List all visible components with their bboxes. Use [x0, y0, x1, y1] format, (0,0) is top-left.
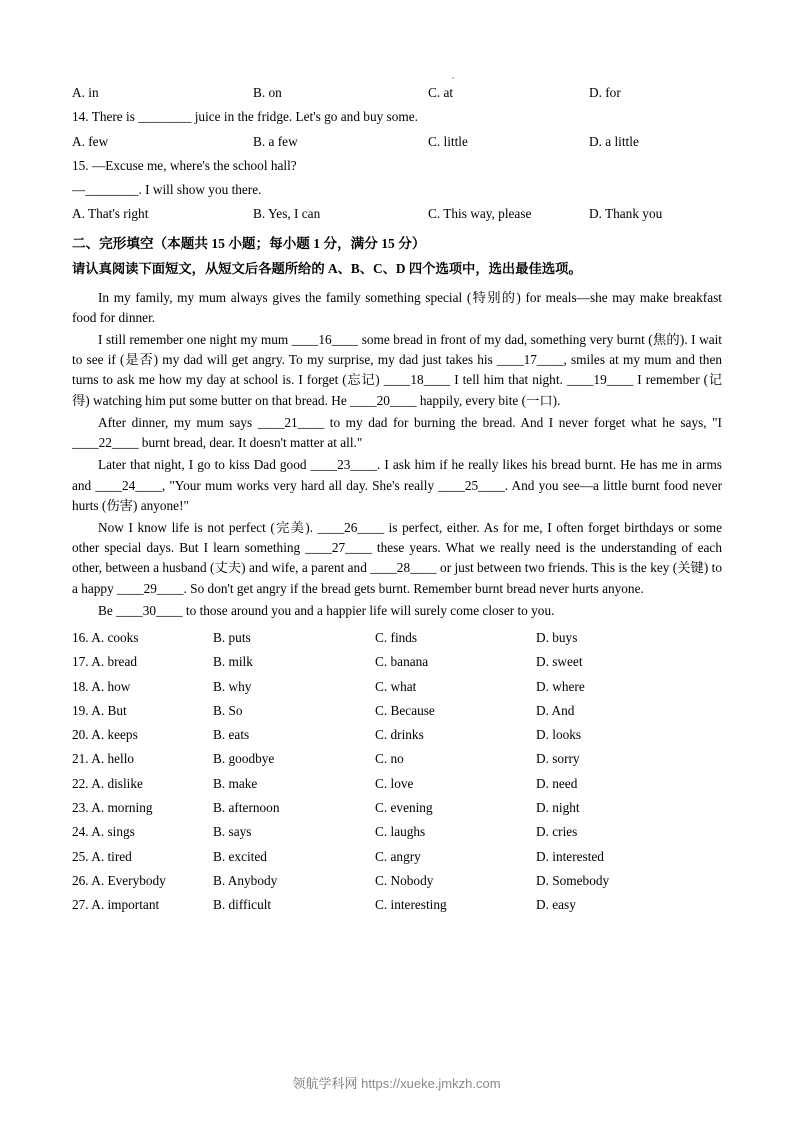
cloze-option-row: [72, 777, 722, 790]
choice-d: D. Thank you: [589, 206, 663, 222]
choice-b: B. goodbye: [213, 751, 275, 767]
choice-d: D. where: [536, 678, 585, 694]
passage-paragraph: I still remember one night my mum ____16____ some bread in front of my dad, something very burnt (焦的). I wait to see if (是否) my dad will get angry. To my surprise, my dad just takes his ____17____, smiles at my mum and then turns to ask me how my day at school is. I forget (忘记) ____18____ I tell him that night. ____19____ I remember (记得) watching him put some butter on that bread. He ____20____ happily, every bite (一口).: [72, 332, 722, 408]
choice-d: D. And: [536, 702, 575, 718]
choice-a: 20. A. keeps: [72, 727, 138, 743]
choice-c: C. Nobody: [375, 872, 434, 888]
question-13-choices: [72, 86, 722, 99]
cloze-option-row: [72, 704, 722, 717]
choice-b: B. why: [213, 678, 252, 694]
choice-a: 17. A. bread: [72, 654, 137, 670]
footer-brand: 领航学科网: [292, 1076, 358, 1091]
choice-c: C. banana: [375, 654, 429, 670]
choice-b: B. on: [253, 85, 282, 100]
choice-a: A. in: [72, 85, 99, 100]
choice-d: D. sweet: [536, 654, 583, 670]
page-footer: [0, 1073, 793, 1092]
choice-a: 26. A. Everybody: [72, 872, 166, 888]
cloze-option-row: [72, 874, 722, 887]
page-artifact-dot: [452, 77, 454, 79]
page-content: [72, 86, 722, 922]
choice-b: B. difficult: [213, 897, 272, 913]
choice-b: B. So: [213, 702, 243, 718]
question-14-choices: [72, 135, 722, 148]
choice-c: C. This way, please: [428, 206, 532, 222]
choice-c: C. little: [428, 133, 468, 149]
cloze-option-row: [72, 680, 722, 693]
choice-a: 16. A. cooks: [72, 629, 139, 645]
cloze-option-row: [72, 631, 722, 644]
choice-b: B. Yes, I can: [253, 206, 321, 222]
choice-c: C. drinks: [375, 727, 424, 743]
choice-a: 18. A. how: [72, 678, 131, 694]
choice-b: B. a few: [253, 133, 298, 149]
cloze-option-row: [72, 801, 722, 814]
cloze-option-row: [72, 752, 722, 765]
choice-a: 22. A. dislike: [72, 775, 143, 791]
choice-c: C. laughs: [375, 824, 426, 840]
choice-c: C. evening: [375, 800, 433, 815]
choice-a: 21. A. hello: [72, 751, 135, 767]
cloze-option-row: [72, 825, 722, 838]
choice-b: B. says: [213, 824, 252, 840]
choice-c: C. no: [375, 751, 404, 767]
choice-d: D. cries: [536, 824, 578, 840]
choice-b: B. Anybody: [213, 872, 278, 888]
passage-paragraph: In my family, my mum always gives the family something special (特别的) for meals—she may make breakfast food for dinner.: [72, 289, 722, 325]
question-15-choices: [72, 207, 722, 220]
choice-c: C. what: [375, 678, 417, 694]
choice-d: D. interested: [536, 848, 604, 864]
question-15-stem: 15. —Excuse me, where's the school hall?: [72, 157, 297, 173]
choice-d: D. a little: [589, 133, 639, 149]
choice-b: B. excited: [213, 848, 267, 864]
choice-a: A. few: [72, 133, 109, 149]
choice-d: D. easy: [536, 897, 576, 913]
footer-url: https://xueke.jmkzh.com: [361, 1076, 501, 1091]
passage-paragraph: After dinner, my mum says ____21____ to my dad for burning the bread. And I never forget what he says, "I ____22____ burnt bread, dear. It doesn't matter at all.": [72, 414, 722, 451]
choice-b: B. afternoon: [213, 800, 280, 815]
choice-d: D. for: [589, 85, 621, 100]
choice-c: C. love: [375, 775, 414, 791]
choice-c: C. Because: [375, 702, 435, 718]
choice-c: C. finds: [375, 629, 418, 645]
choice-b: B. milk: [213, 654, 253, 670]
choice-d: D. Somebody: [536, 872, 610, 888]
cloze-option-row: [72, 850, 722, 863]
choice-a: 24. A. sings: [72, 824, 135, 840]
choice-b: B. make: [213, 775, 258, 791]
section-instruction: 请认真阅读下面短文，从短文后各题所给的 A、B、C、D 四个选项中，选出最佳选项。: [72, 261, 582, 277]
choice-a: 27. A. important: [72, 897, 160, 913]
section-title: 二、完形填空（本题共 15 小题；每小题 1 分，满分 15 分）: [72, 235, 426, 251]
choice-c: C. angry: [375, 848, 421, 864]
choice-d: D. buys: [536, 629, 578, 645]
passage-paragraph: Now I know life is not perfect (完美). ____26____ is perfect, either. As for me, I often forget birthdays or some other special days. But I learn something ____27____ these years. What we really need is the understanding of each other, between a husband (丈夫) and wife, a parent and ____28____ or just between two friends. This is the key (关键) to a happy ____29____. So don't get angry if the bread gets burnt. Remember burnt bread never hurts anyone.: [72, 519, 722, 596]
choice-d: D. need: [536, 775, 578, 791]
choice-c: C. at: [428, 85, 454, 100]
choice-b: B. puts: [213, 629, 251, 645]
cloze-option-row: [72, 728, 722, 741]
choice-d: D. sorry: [536, 751, 580, 767]
choice-c: C. interesting: [375, 897, 447, 913]
choice-d: D. looks: [536, 727, 582, 743]
cloze-options-list: [72, 631, 722, 912]
choice-a: 23. A. morning: [72, 800, 153, 815]
cloze-option-row: [72, 655, 722, 668]
passage-paragraph: Be ____30____ to those around you and a happier life will surely come closer to you.: [98, 602, 555, 618]
cloze-option-row: [72, 898, 722, 911]
passage-paragraph: Later that night, I go to kiss Dad good ____23____. I ask him if he really likes his bread burnt. He has me in arms and ____24____, "Your mum works very hard all day. She's really ____25____. And you see—a little burnt food never hurts (伤害) anyone!": [72, 457, 722, 513]
question-14-stem: 14. There is ________ juice in the fridge. Let's go and buy some.: [72, 109, 418, 125]
choice-a: A. That's right: [72, 206, 149, 222]
choice-a: 19. A. But: [72, 702, 127, 718]
choice-d: D. night: [536, 800, 580, 815]
choice-b: B. eats: [213, 727, 250, 743]
question-15-stem-reply: —________. I will show you there.: [72, 182, 262, 198]
choice-a: 25. A. tired: [72, 848, 132, 864]
